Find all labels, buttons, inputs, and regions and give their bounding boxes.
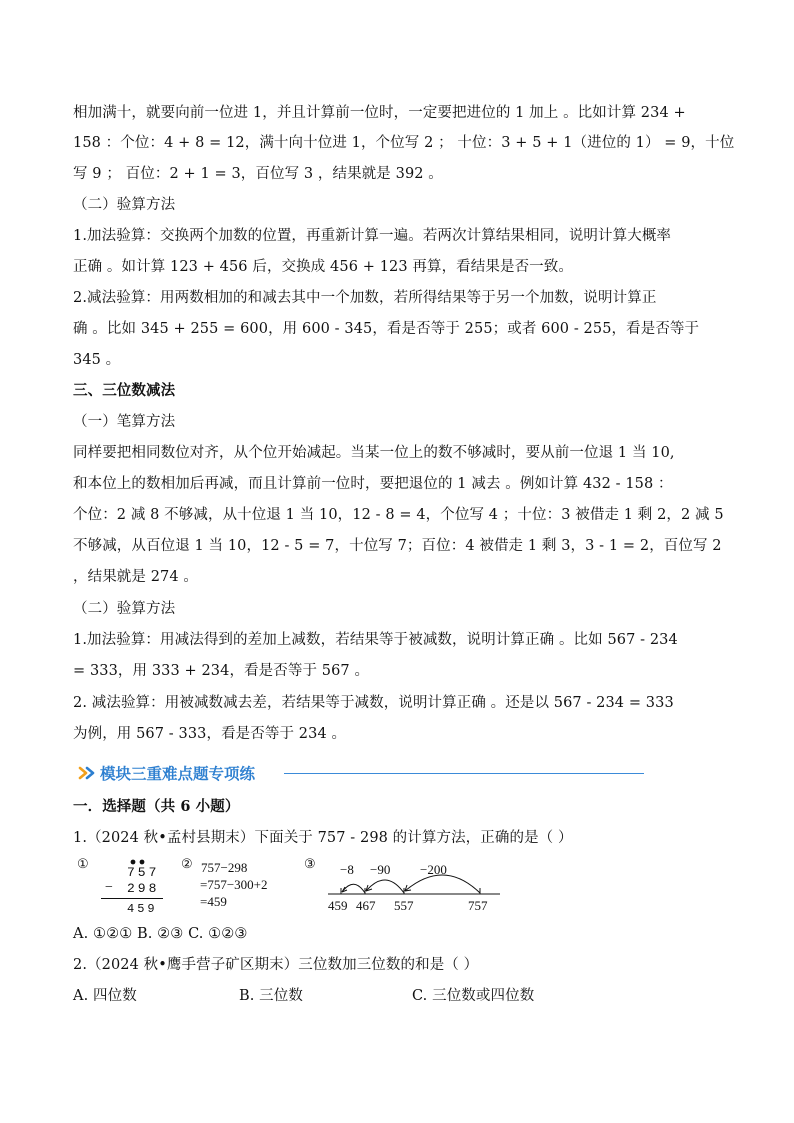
jump-label: −90 (370, 862, 391, 877)
section-heading: 三、三位数减法 (73, 382, 176, 399)
tick-label: 467 (356, 898, 376, 913)
tick-label: 459 (328, 898, 348, 913)
paragraph-line: 不够减，从百位退 1 当 10，12 - 5 = 7，十位写 7；百位：4 被借走 1 剩 3，3 - 1 = 2，百位写 2 (73, 538, 722, 554)
paragraph-line: 正确 。如计算 123 + 456 后，交换成 456 + 123 再算，看结果是否一致。 (73, 259, 573, 275)
paragraph-line: ，结果就是 274 。 (73, 569, 198, 585)
question-1-options: A. ①②① B. ②③ C. ①②③ (73, 926, 248, 942)
result-rule (101, 898, 163, 899)
jump-label: −8 (340, 862, 354, 877)
paragraph-line: 相加满十，就要向前一位进 1，并且计算前一位时，一定要把进位的 1 加上 。比如计算 234 + (73, 105, 686, 121)
module-title: 模块三重难点题专项练 (100, 765, 256, 783)
difference: 459 (127, 902, 158, 916)
paragraph-line: 确 。比如 345 + 255 = 600，用 600 - 345，看是否等于 255；或者 600 - 255，看是否等于 (73, 321, 700, 337)
subheading: （一）笔算方法 (73, 414, 176, 430)
paragraph-line: 1.加法验算：用减法得到的差加上减数，若结果等于被减数，说明计算正确 。比如 567 - 234 (73, 632, 678, 648)
tick-label: 757 (468, 898, 488, 913)
method-line-3: =459 (200, 894, 227, 909)
subtrahend: 298 (127, 881, 160, 896)
option-b: B. 三位数 (239, 988, 303, 1004)
method-line-2: =757−300+2 (200, 877, 268, 892)
module-divider (284, 773, 644, 774)
paragraph-line: 同样要把相同数位对齐，从个位开始减起。当某一位上的数不够减时，要从前一位退 1 当 10, (73, 445, 675, 461)
number-line-figure (304, 856, 504, 918)
option-label-1: ① (77, 856, 89, 871)
question-1: 1.（2024 秋•孟村县期末）下面关于 757 - 298 的计算方法，正确的是（ ） (73, 830, 573, 846)
subheading: （二）验算方法 (73, 197, 176, 213)
vertical-subtraction-figure (77, 856, 167, 920)
option-label-2: ② (181, 856, 193, 871)
subheading: （二）验算方法 (73, 601, 176, 617)
paragraph-line: 写 9 ； 百位：2 + 1 = 3，百位写 3 ，结果就是 392 。 (73, 166, 443, 182)
shortcut-method-figure (181, 856, 301, 920)
paragraph-line: 2.减法验算：用两数相加的和减去其中一个加数，若所得结果等于另一个加数，说明计算正 (73, 290, 657, 306)
section-heading: 一．选择题（共 6 小题） (73, 798, 240, 815)
paragraph-line: 为例，用 567 - 333，看是否等于 234 。 (73, 726, 347, 742)
jump-label: −200 (420, 862, 447, 877)
option-c: C. 三位数或四位数 (412, 988, 535, 1004)
tick-label: 557 (394, 898, 414, 913)
paragraph-line: 2. 减法验算：用被减数减去差，若结果等于减数，说明计算正确 。还是以 567 - 234 = 333 (73, 695, 674, 711)
paragraph-line: = 333，用 333 + 234，看是否等于 567 。 (73, 663, 370, 679)
paragraph-line: 345 。 (73, 352, 121, 368)
option-a: A. 四位数 (73, 988, 137, 1004)
paragraph-line: 个位：2 减 8 不够减，从十位退 1 当 10，12 - 8 = 4，个位写 4 ；十位：3 被借走 1 剩 2，2 减 5 (73, 507, 724, 523)
paragraph-line: 158 ：个位：4 + 8 = 12，满十向十位进 1，个位写 2 ； 十位：3 + 5 + 1（进位的 1） = 9，十位 (73, 135, 735, 151)
minuend: 757 (127, 865, 160, 880)
minus-sign: − (105, 880, 113, 895)
double-chevron-icon (78, 765, 98, 781)
method-line-1: 757−298 (201, 860, 248, 875)
paragraph-line: 1.加法验算：交换两个加数的位置，再重新计算一遍。若两次计算结果相同，说明计算大概率 (73, 228, 672, 244)
option-label-3: ③ (304, 856, 316, 871)
paragraph-line: 和本位上的数相加后再减，而且计算前一位时，要把退位的 1 减去 。例如计算 432 - 158 ： (73, 476, 673, 492)
question-2: 2.（2024 秋•鹰手营子矿区期末）三位数加三位数的和是（ ） (73, 957, 479, 973)
module-banner (78, 762, 578, 784)
